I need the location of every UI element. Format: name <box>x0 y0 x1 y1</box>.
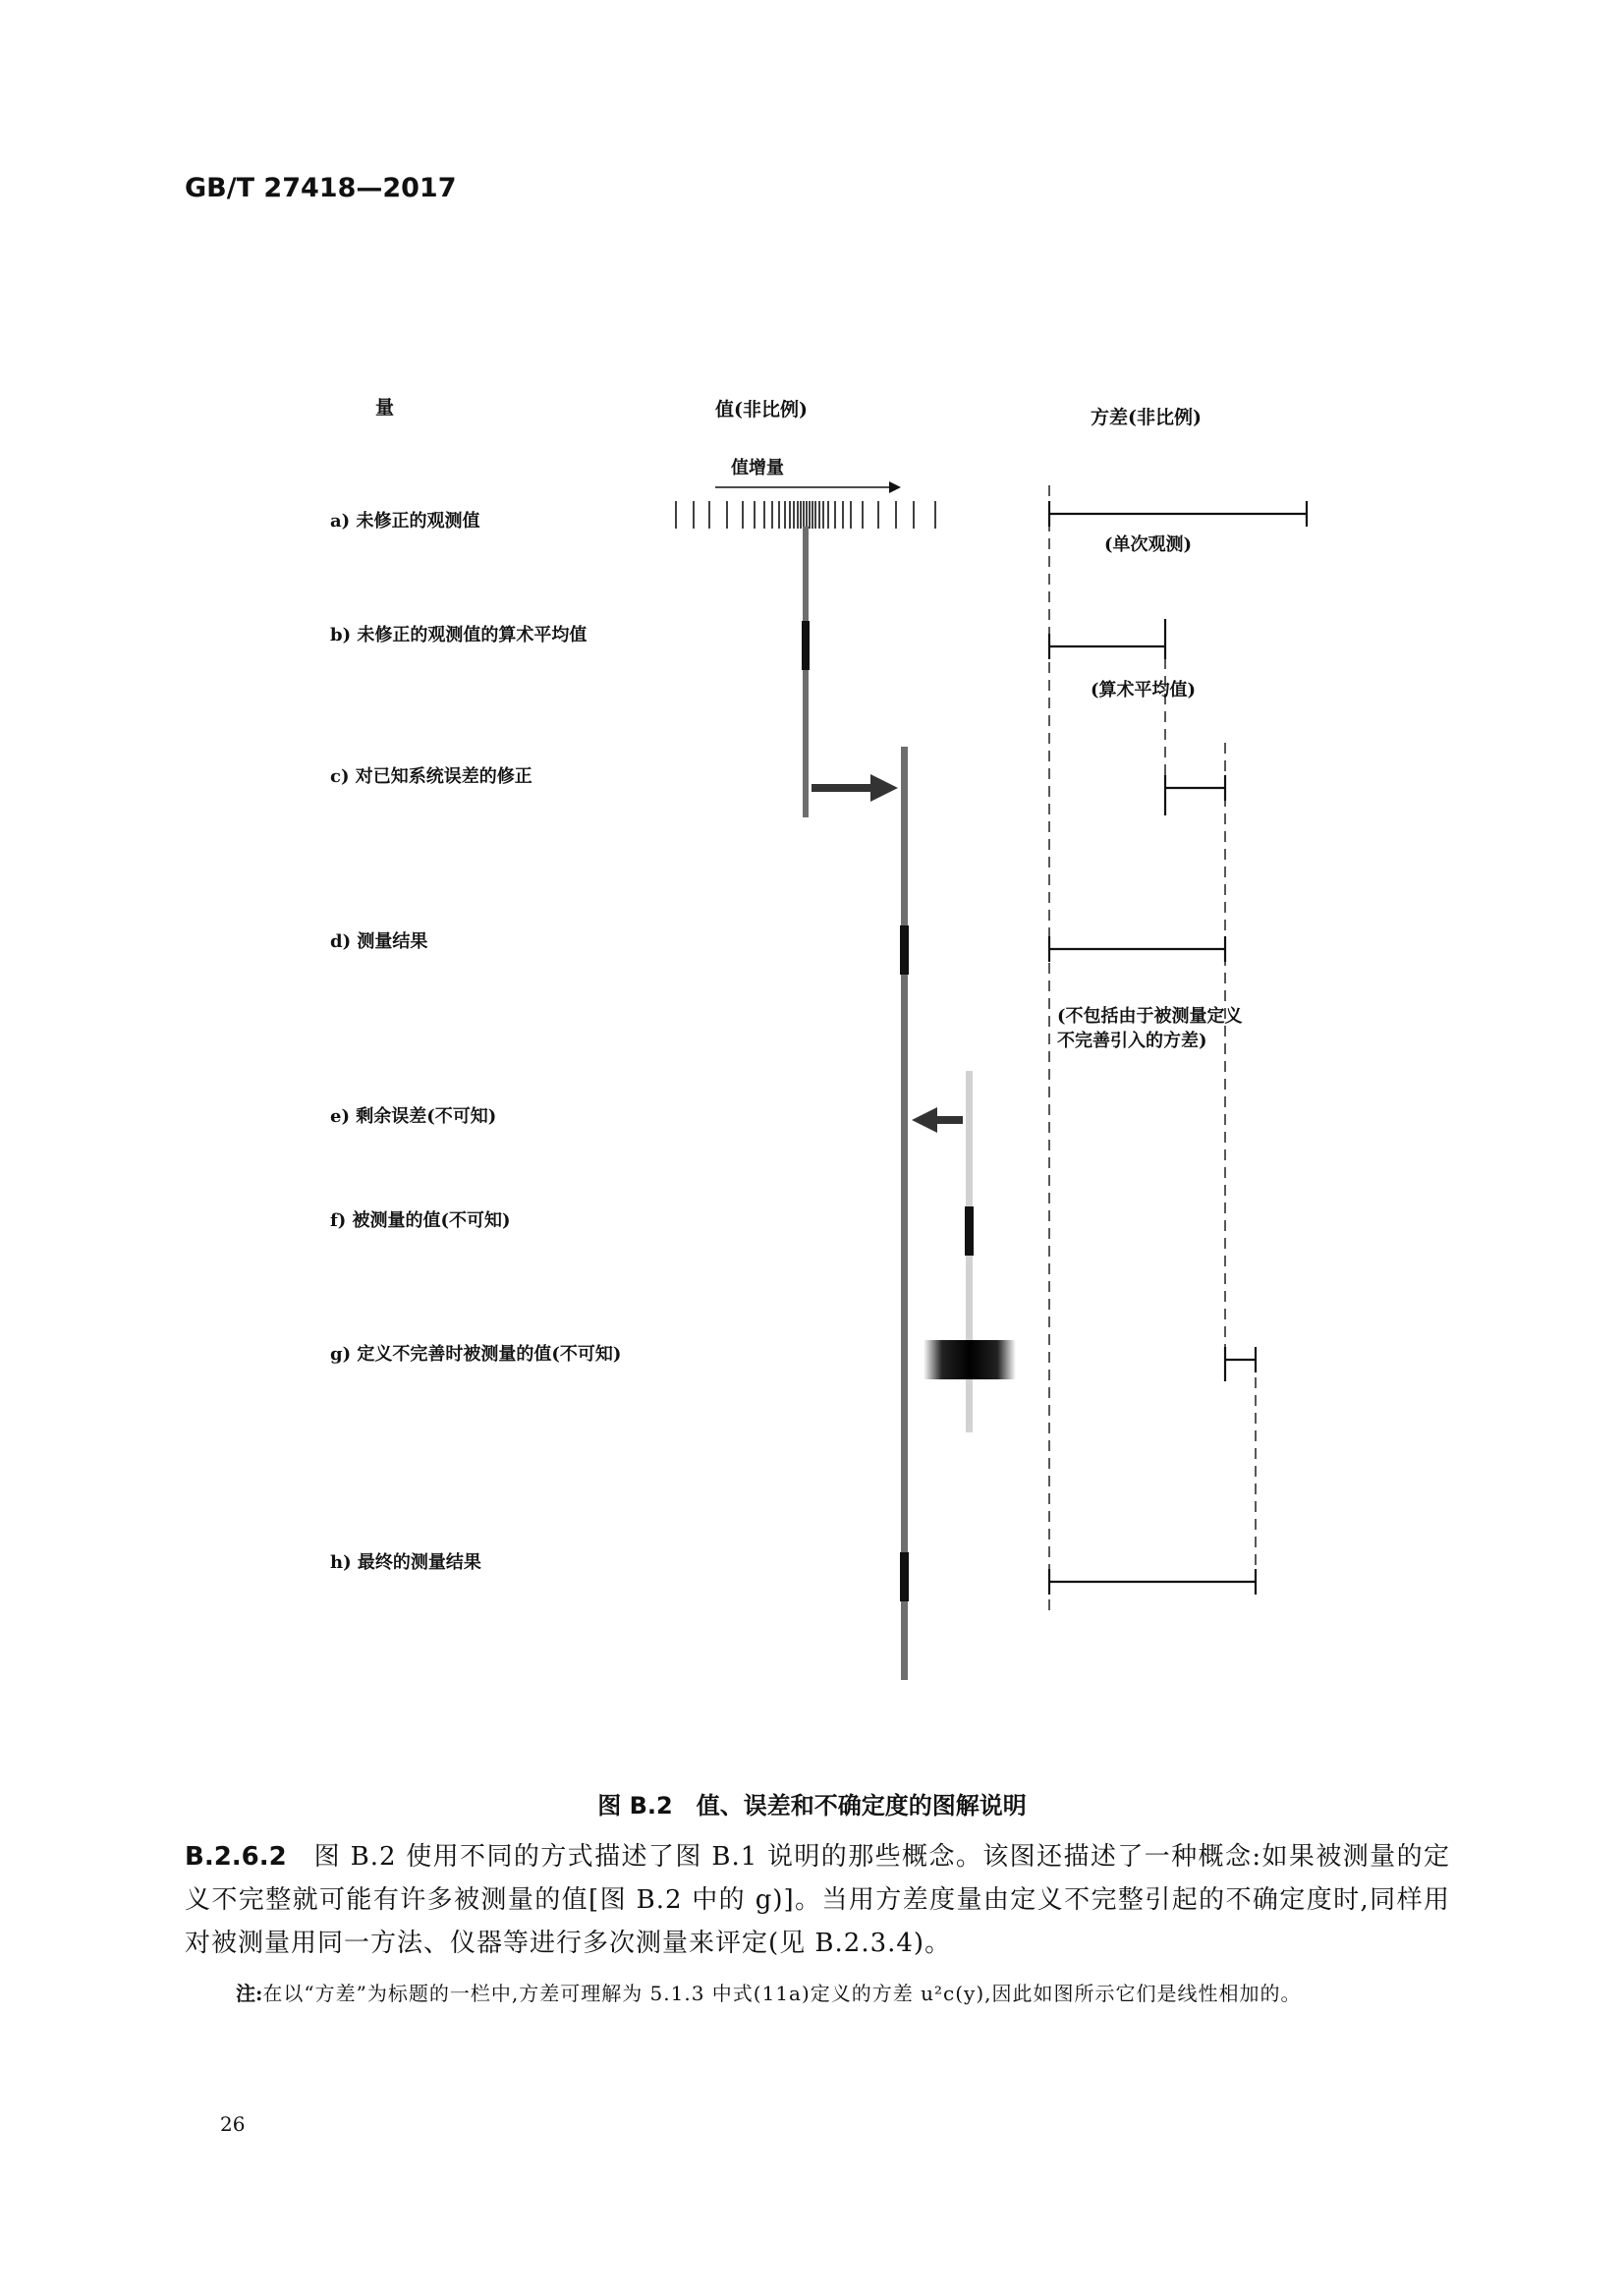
row-label-g: g) 定义不完善时被测量的值(不可知) <box>330 1344 622 1365</box>
observation-ticks <box>676 501 935 529</box>
correction-arrow <box>812 774 898 802</box>
paragraph-number: B.2.6.2 <box>185 1842 287 1872</box>
measurand-value-marker <box>965 1206 974 1256</box>
fuzzy-measurand-value <box>924 1340 1016 1379</box>
note <box>236 1975 1450 2013</box>
paragraph-text: 图 B.2 使用不同的方式描述了图 B.1 说明的那些概念。该图还描述了一种概念:如果被测量的定义不完整就可能有许多被测量的值[图 B.2 中的 g)]。当用方差度量由定义不完整引起的不确定度时,同样用对被测量用同一方法、仪器等进行多次测量来评定(见 B.2.3.4)。 <box>185 1842 1450 1958</box>
corrected-value-bar <box>901 747 908 1680</box>
row-label-d: d) 测量结果 <box>330 931 428 952</box>
column-head-quantity: 量 <box>375 397 395 419</box>
mean-marker <box>802 621 810 670</box>
figure-caption: 图 B.2 值、误差和不确定度的图解说明 <box>597 1792 1027 1820</box>
column-head-value: 值(非比例) <box>715 399 808 420</box>
variance-label-single: (单次观测) <box>1104 534 1193 555</box>
row-label-c: c) 对已知系统误差的修正 <box>330 766 532 787</box>
row-label-a: a) 未修正的观测值 <box>330 511 480 532</box>
variance-label-result: (不包括由于被测量定义不完善引入的方差) <box>1057 1006 1243 1051</box>
note-text: 在以“方差”为标题的一栏中,方差可理解为 5.1.3 中式(11a)定义的方差 u²c(y),因此如图所示它们是线性相加的。 <box>262 1982 1302 2005</box>
paragraph-b2-6-2 <box>185 1835 1450 1965</box>
row-label-h: h) 最终的测量结果 <box>330 1552 481 1573</box>
row-label-b: b) 未修正的观测值的算术平均值 <box>330 625 588 645</box>
page-number: 26 <box>220 2112 246 2136</box>
column-head-variance: 方差(非比例) <box>1091 407 1202 428</box>
value-increment-arrow <box>715 481 901 493</box>
row-label-e: e) 剩余误差(不可知) <box>330 1106 497 1127</box>
variance-label-mean: (算术平均值) <box>1091 680 1197 700</box>
row-label-f: f) 被测量的值(不可知) <box>330 1210 511 1231</box>
residual-error-arrow <box>912 1107 963 1133</box>
result-marker <box>900 925 909 975</box>
note-label: 注: <box>236 1982 263 2005</box>
final-result-marker <box>900 1552 909 1601</box>
standard-code: GB/T 27418—2017 <box>185 173 457 203</box>
value-bars <box>802 527 1016 1680</box>
uncorrected-value-bar <box>803 527 809 817</box>
value-increment-label: 值增量 <box>731 458 784 478</box>
